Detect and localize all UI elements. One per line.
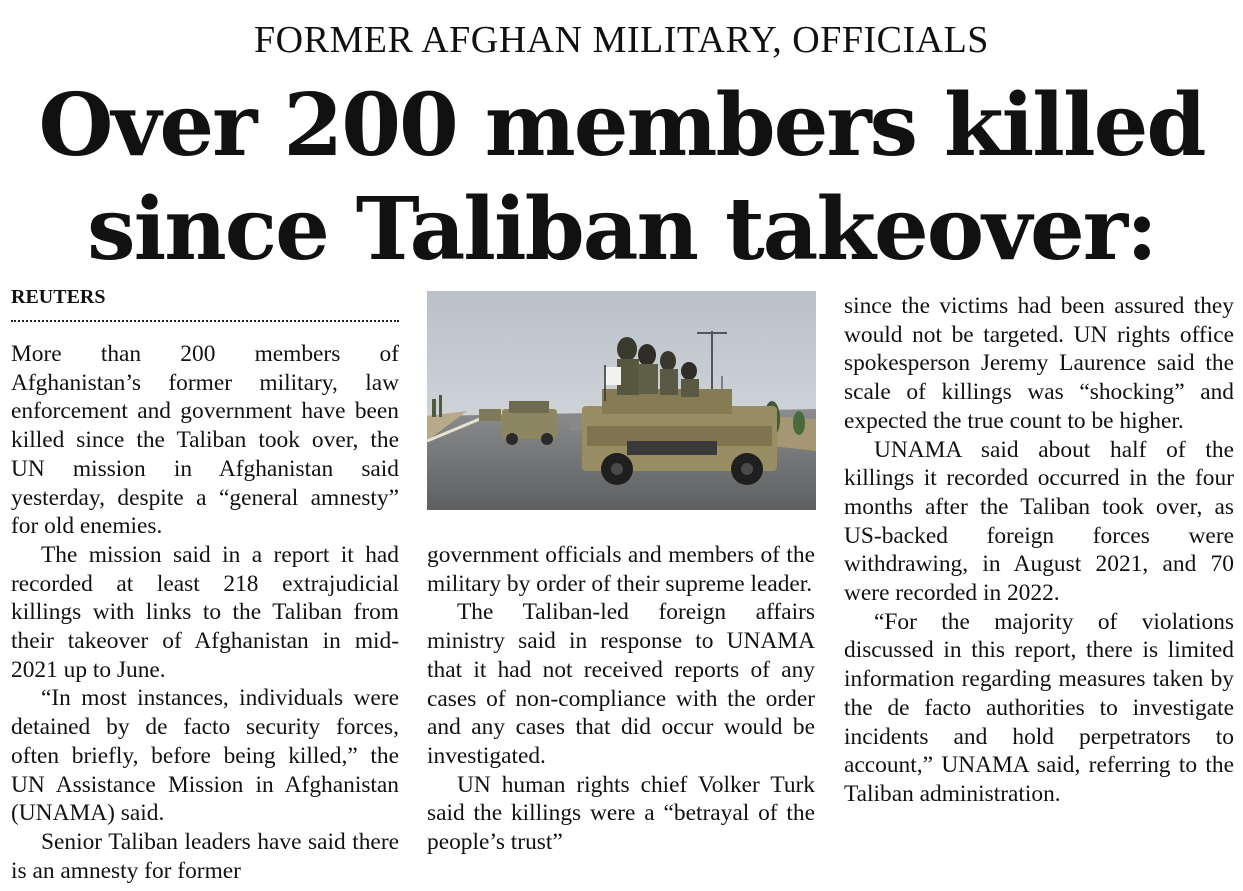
headline-line-1: Over 200 members killed xyxy=(38,75,1205,176)
headline-line-2: since Taliban takeover: xyxy=(87,179,1156,280)
kicker: FORMER AFGHAN MILITARY, OFFICIALS xyxy=(254,19,989,61)
paragraph: UN human rights chief Volker Turk said the killings were a “betrayal of the people’s trust” xyxy=(427,771,815,856)
military-convoy-photo xyxy=(427,291,816,510)
byline: REUTERS xyxy=(11,286,106,308)
news-photo xyxy=(427,291,816,510)
paragraph: “In most instances, individuals were detained by de facto security forces, often briefly, before being killed,” the UN Assistance Mission in Afghanistan (UNAMA) said. xyxy=(11,685,399,827)
column-1 xyxy=(11,340,399,885)
paragraph: More than 200 members of Afghanistan’s former military, law enforcement and government have been killed since the Taliban took over, the UN mission in Afghanistan said yesterday, despite a “general amnesty” for old enemies. xyxy=(11,341,399,540)
paragraph: government officials and members of the military by order of their supreme leader. xyxy=(427,542,815,597)
byline-divider xyxy=(11,320,399,322)
paragraph: UNAMA said about half of the killings it recorded occurred in the four months after the Taliban took over, as US-backed foreign forces were withdrawing, in August 2021, and 70 were recorded in 2022. xyxy=(844,436,1234,607)
paragraph: The mission said in a report it had recorded at least 218 extrajudicial killings with links to the Taliban from their takeover of Afghanistan in mid-2021 up to June. xyxy=(11,541,399,683)
paragraph: The Taliban-led foreign affairs ministry said in response to UNAMA that it had not received reports of any cases of non-compliance with the order and any cases that did occur would be investigated. xyxy=(427,599,815,769)
column-3 xyxy=(844,292,1234,809)
paragraph: “For the majority of violations discussed in this report, there is limited information regarding measures taken by the de facto authorities to investigate incidents and hold perpetrators to account,” UNAMA said, referring to the Taliban administration. xyxy=(844,608,1234,807)
paragraph: Senior Taliban leaders have said there is an amnesty for former xyxy=(11,828,399,884)
column-2 xyxy=(427,541,815,857)
paragraph: since the victims had been assured they would not be targeted. UN rights office spokesperson Jeremy Laurence said the scale of killings was “shocking” and expected the true count to be higher. xyxy=(844,293,1234,434)
